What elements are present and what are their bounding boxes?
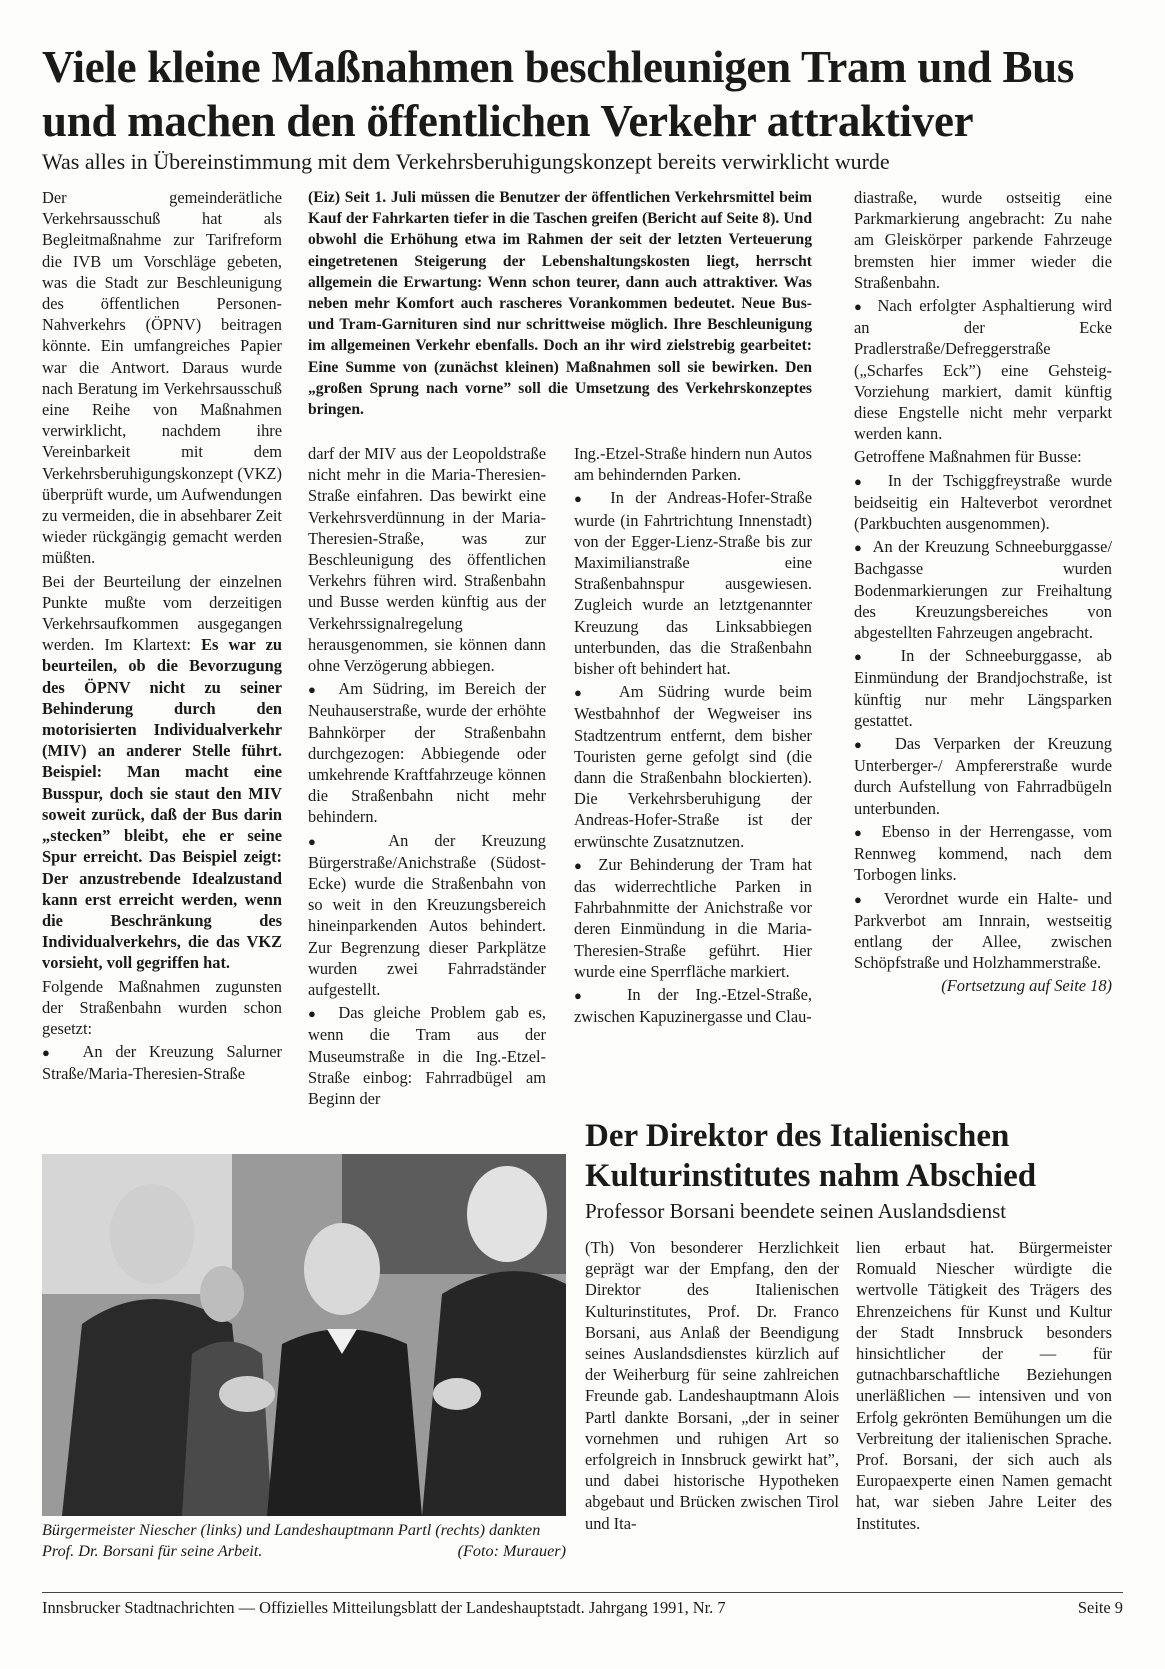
bullet-item: ● An der Kreuzung Schneeburggasse/ Bachgasse wurden Bodenmarkierungen zur Freihaltung des Kreuzungsbereiches von abgestellten Fahrzeugen angebracht. bbox=[854, 536, 1112, 643]
bullet-item: ● In der Tschiggfreystraße wurde beidseitig ein Halteverbot verordnet (Parkbuchten ausgenommen). bbox=[854, 470, 1112, 535]
footer-divider bbox=[42, 1592, 1123, 1593]
article-column-1 bbox=[42, 187, 282, 1087]
article2-subhead: Professor Borsani beendete seinen Auslandsdienst bbox=[585, 1199, 1007, 1223]
article-subhead: Was alles in Übereinstimmung mit dem Verkehrsberuhigungskonzept bereits verwirklicht wurde bbox=[42, 149, 890, 174]
paragraph: Ing.-Etzel-Straße hindern nun Autos am behindernden Parken. bbox=[574, 444, 812, 485]
photo-illustration bbox=[42, 1154, 566, 1516]
bullet-item: ● Ebenso in der Herrengasse, vom Rennweg kommend, nach dem Torbogen links. bbox=[854, 821, 1112, 886]
bullet-item: ● Am Südring, im Bereich der Neuhauserstraße, wurde der erhöhte Bahnkörper der Straßenbahn durchgezogen: Abbiegende oder umkehrende Kraftfahrzeuge können die Straßenbahn nicht mehr behindern. bbox=[308, 678, 546, 827]
page-number: Seite 9 bbox=[1077, 1598, 1123, 1617]
page-footer bbox=[42, 1598, 1123, 1618]
paragraph: Getroffene Maßnahmen für Busse: bbox=[854, 447, 1082, 467]
bullet-item: ● In der Schneeburggasse, ab Einmündung der Brandjochstraße, ist künftig nur mehr Längsparken gestattet. bbox=[854, 645, 1112, 731]
paragraph-lead: Bei der Beurteilung der einzelnen Punkte mußte vom derzeitigen Verkehrsaufkommen ausgegangen werden. Im Klartext: bbox=[42, 571, 282, 655]
bullet-item: ● In der Andreas-Hofer-Straße wurde (in Fahrtrichtung Innenstadt) von der Egger-Lienz-Straße bis zur Maximilianstraße eine Straßenbahnspur ausgewiesen. Zugleich wurde an letztgenannter Kreuzung das Linksabbiegen unterbunden, das die Straßenbahn bisher oft behindert hat. bbox=[574, 487, 812, 679]
paragraph: darf der MIV aus der Leopoldstraße nicht mehr in die Maria-Theresien-Straße einfahren. Das bewirkt eine Verkehrsverdünnung in der Maria-Theresien-Straße, was zur Beschleunigung des öffentlichen Verkehrs führen wird. Straßenbahn und Busse werden künftig aus der Verkehrssignalregelung herausgenommen, sie können dann ohne Verzögerung abbiegen. bbox=[308, 444, 546, 676]
footer-publication: Innsbrucker Stadtnachrichten — Offizielles Mitteilungsblatt der Landeshauptstadt. Jahrgang 1991, Nr. 7 bbox=[42, 1598, 726, 1617]
continuation-note: (Fortsetzung auf Seite 18) bbox=[941, 976, 1112, 996]
bullet-item: ● Verordnet wurde ein Halte- und Parkverbot am Innrain, westseitig entlang der Allee, zwischen Schöpfstraße und Holzhammerstraße. bbox=[854, 888, 1112, 974]
bullet-item: ● In der Ing.-Etzel-Straße, zwischen Kapuzinergasse und Clau- bbox=[574, 984, 812, 1027]
paragraph-bold: Es war zu beurteilen, ob die Bevorzugung des ÖPNV nicht zu seiner Behinderung durch den motorisierten Individualverkehr (MIV) an anderer Stelle führt. Beispiel: Man macht eine Busspur, doch sie staut den MIV soweit zurück, daß der Bus darin „stecken” bleibt, ehe er seine Spur erreicht. Das Beispiel zeigt: Der anzustrebende Idealzustand kann erst erreicht werden, wenn die Beschränkung des Individualverkehrs, die das VKZ vorsieht, voll gegriffen hat. bbox=[42, 635, 282, 973]
article-headline: Viele kleine Maßnahmen beschleunigen Tram und Bus und machen den öffentlichen Verkehr attraktiver bbox=[42, 42, 1075, 146]
bullet-item: ● Zur Behinderung der Tram hat das widerrechtliche Parken in Fahrbahnmitte der Anichstraße vor deren Einmündung in die Maria-Theresien-Straße geführt. Hier wurde eine Sperrfläche markiert. bbox=[574, 854, 812, 982]
photo-caption bbox=[42, 1520, 566, 1562]
paragraph: Folgende Maßnahmen zugunsten der Straßenbahn wurden schon gesetzt: bbox=[42, 976, 282, 1038]
article2-headline: Der Direktor des Italienischen Kulturinstitutes nahm Abschied bbox=[585, 1118, 1037, 1194]
article2-column-2: lien erbaut hat. Bürgermeister Romuald Niescher würdigte die wertvolle Tätigkeit des Trägers des Ehrenzeichens für Kunst und Kultur der Stadt Innsbruck besonders hinsichtlicher der — für gutnachbarschaftliche Beziehungen unerläßlichen — intensiven und von Erfolg gekrönten Bemühungen um die Verbreitung der italienischen Sprache. Prof. Borsani, der sich auch als Europaexperte einen Namen gemacht hat, war sieben Jahre Leiter des Institutes. bbox=[856, 1238, 1112, 1533]
bullet-item: ● Das gleiche Problem gab es, wenn die Tram aus der Museumstraße in die Ing.-Etzel-Straße einbog: Fahrradbügel am Beginn der bbox=[308, 1002, 546, 1109]
bullet-item: ● Nach erfolgter Asphaltierung wird an der Ecke Pradlerstraße/Defreggerstraße („Scharfes Eck”) eine Gehsteig-Vorziehung markiert, damit künftig diese Engstelle nicht mehr verparkt werden kann. bbox=[854, 295, 1112, 444]
bullet-item: ● An der Kreuzung Bürgerstraße/Anichstraße (Südost-Ecke) wurde die Straßenbahn von so weit in den Kreuzungsbereich hineinparkenden Autos behindert. Zur Begrenzung dieser Parkplätze wurden zwei Fahrradständer aufgestellt. bbox=[308, 830, 546, 1001]
article-intro: (Eiz) Seit 1. Juli müssen die Benutzer der öffentlichen Verkehrsmittel beim Kauf der Fahrkarten tiefer in die Taschen greifen (Bericht auf Seite 8). Und obwohl die Erhöhung etwa im Rahmen der seit der letzten Verteuerung eingetretenen Steigerung der Lebenshaltungskosten liegt, herrscht allgemein die Erwartung: Wenn schon teurer, dann auch attraktiver. Was neben mehr Komfort auch rascheres Vorankommen bedeutet. Neue Bus- und Tram-Garnituren sind nur schrittweise möglich. Ihre Beschleunigung im allgemeinen Verkehr ebenfalls. Doch an ihr wird zielstrebig gearbeitet: Eine Summe von (zunächst kleinen) Maßnahmen soll sie bewirken. Den „großen Sprung nach vorne” soll die Umsetzung des Verkehrskonzeptes bringen. bbox=[308, 189, 812, 419]
paragraph: diastraße, wurde ostseitig eine Parkmarkierung angebracht: Zu nahe am Gleiskörper parkende Fahrzeuge bremsten hier immer wieder die Straßenbahn. bbox=[854, 188, 1112, 292]
photo-credit: (Foto: Murauer) bbox=[457, 1542, 566, 1560]
news-photo bbox=[42, 1154, 566, 1516]
bullet-item: ● Das Verparken der Kreuzung Unterberger-/ Ampfererstraße wurde durch Aufstellung von Fahrradbügeln unterbunden. bbox=[854, 733, 1112, 819]
paragraph bbox=[42, 571, 282, 974]
article-column-2 bbox=[308, 443, 546, 1111]
bullet-item: ● An der Kreuzung Salurner Straße/Maria-Theresien-Straße bbox=[42, 1041, 282, 1084]
article-column-3 bbox=[574, 443, 812, 1029]
caption-text: Bürgermeister Niescher (links) und Landeshauptmann Partl (rechts) dankten Prof. Dr. Borsani für seine Arbeit. bbox=[42, 1521, 541, 1560]
article2-column-1: (Th) Von besonderer Herzlichkeit geprägt war der Empfang, den der Direktor des Italienischen Kulturinstitutes, Prof. Dr. Franco Borsani, aus Anlaß der Beendigung seines Auslandsdienstes kürzlich auf der Weiherburg für seine zahlreichen Freunde gab. Landeshauptmann Alois Partl dankte Borsani, „der in seiner vornehmen und ruhigen Art so erfolgreich in Innsbruck gewirkt hat”, und dabei historische Hypotheken abgebaut und Brücken zwischen Tirol und Ita- bbox=[585, 1238, 839, 1533]
article-column-4 bbox=[854, 187, 1112, 999]
bullet-item: ● Am Südring wurde beim Westbahnhof der Wegweiser ins Stadtzentrum entfernt, dem bisher Touristen gerne gefolgt sind (die dann die Straßenbahn blockierten). Die Verkehrsberuhigung der Andreas-Hofer-Straße ist der erwünschte Zusatznutzen. bbox=[574, 681, 812, 852]
paragraph: Der gemeinderätliche Verkehrsausschuß hat als Begleitmaßnahme zur Tarifreform die IVB um Vorschläge gebeten, was die Stadt zur Beschleunigung des öffentlichen Personen-Nahverkehrs (ÖPNV) beitragen könnte. Ein umfangreiches Papier war die Antwort. Daraus wurde nach Beratung im Verkehrsausschuß eine Reihe von Maßnahmen verwirklicht, nachdem ihre Vereinbarkeit mit dem Verkehrsberuhigungskonzept (VKZ) überprüft wurde, um Aufwendungen zu vermeiden, die in absehbarer Zeit wieder rückgängig gemacht werden müßten. bbox=[42, 188, 282, 568]
